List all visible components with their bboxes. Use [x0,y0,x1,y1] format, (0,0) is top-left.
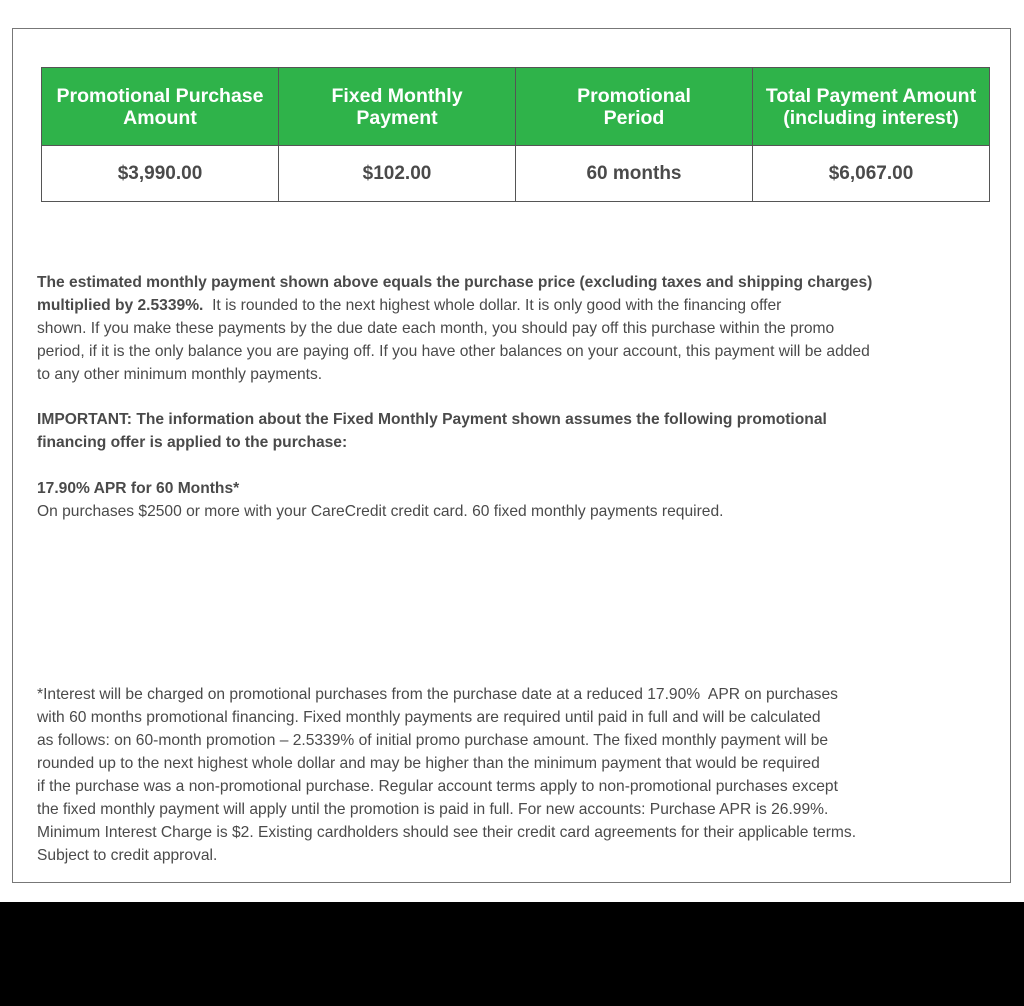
estimate-bold-line2: multiplied by 2.5339%. [37,297,204,314]
estimate-line2-rest: It is rounded to the next highest whole dollar. It is only good with the financing offer [203,297,782,314]
value-promotional-period: 60 months [516,146,753,202]
important-line1: IMPORTANT: The information about the Fixed Monthly Payment shown assumes the following promotional [37,411,827,428]
important-paragraph [37,408,1002,454]
footnote-line: with 60 months promotional financing. Fixed monthly payments are required until paid in full and will be calculated [37,709,821,726]
offer-paragraph [37,477,1002,523]
estimate-line4: period, if it is the only balance you are paying off. If you have other balances on your account, this payment will be added [37,343,870,360]
value-fixed-monthly-payment: $102.00 [279,146,516,202]
footnote-line: Subject to credit approval. [37,847,218,864]
header-promotional-purchase-amount: Promotional Purchase Amount [42,68,279,146]
promo-table [41,67,990,202]
important-line2: financing offer is applied to the purchase: [37,434,348,451]
value-total-payment-amount: $6,067.00 [753,146,990,202]
header-promotional-period: Promotional Period [516,68,753,146]
value-purchase-amount: $3,990.00 [42,146,279,202]
estimate-line3: shown. If you make these payments by the due date each month, you should pay off this purchase within the promo [37,320,835,337]
promo-table-value-row [42,146,990,202]
bottom-black-bar [0,902,1024,1006]
footnote-line: as follows: on 60-month promotion – 2.5339% of initial promo purchase amount. The fixed monthly payment will be [37,732,829,749]
offer-title: 17.90% APR for 60 Months* [37,480,240,497]
footnote-line: Minimum Interest Charge is $2. Existing cardholders should see their credit card agreements for their applicable terms. [37,824,857,841]
disclosure-panel [12,28,1011,883]
header-total-payment-amount: Total Payment Amount (including interest) [753,68,990,146]
promo-table-header-row [42,68,990,146]
estimate-paragraph [37,271,1002,386]
footnote-line: rounded up to the next highest whole dollar and may be higher than the minimum payment that would be required [37,755,820,772]
offer-description: On purchases $2500 or more with your CareCredit credit card. 60 fixed monthly payments required. [37,503,724,520]
estimate-bold-line1: The estimated monthly payment shown above equals the purchase price (excluding taxes and shipping charges) [37,274,873,291]
footnote-line: the fixed monthly payment will apply until the promotion is paid in full. For new accounts: Purchase APR is 26.99%. [37,801,829,818]
footnote-paragraph [37,683,1002,867]
footnote-line: *Interest will be charged on promotional purchases from the purchase date at a reduced 17.90% APR on purchases [37,686,838,703]
footnote-line: if the purchase was a non-promotional purchase. Regular account terms apply to non-promotional purchases except [37,778,838,795]
estimate-line5: to any other minimum monthly payments. [37,366,323,383]
header-fixed-monthly-payment: Fixed Monthly Payment [279,68,516,146]
